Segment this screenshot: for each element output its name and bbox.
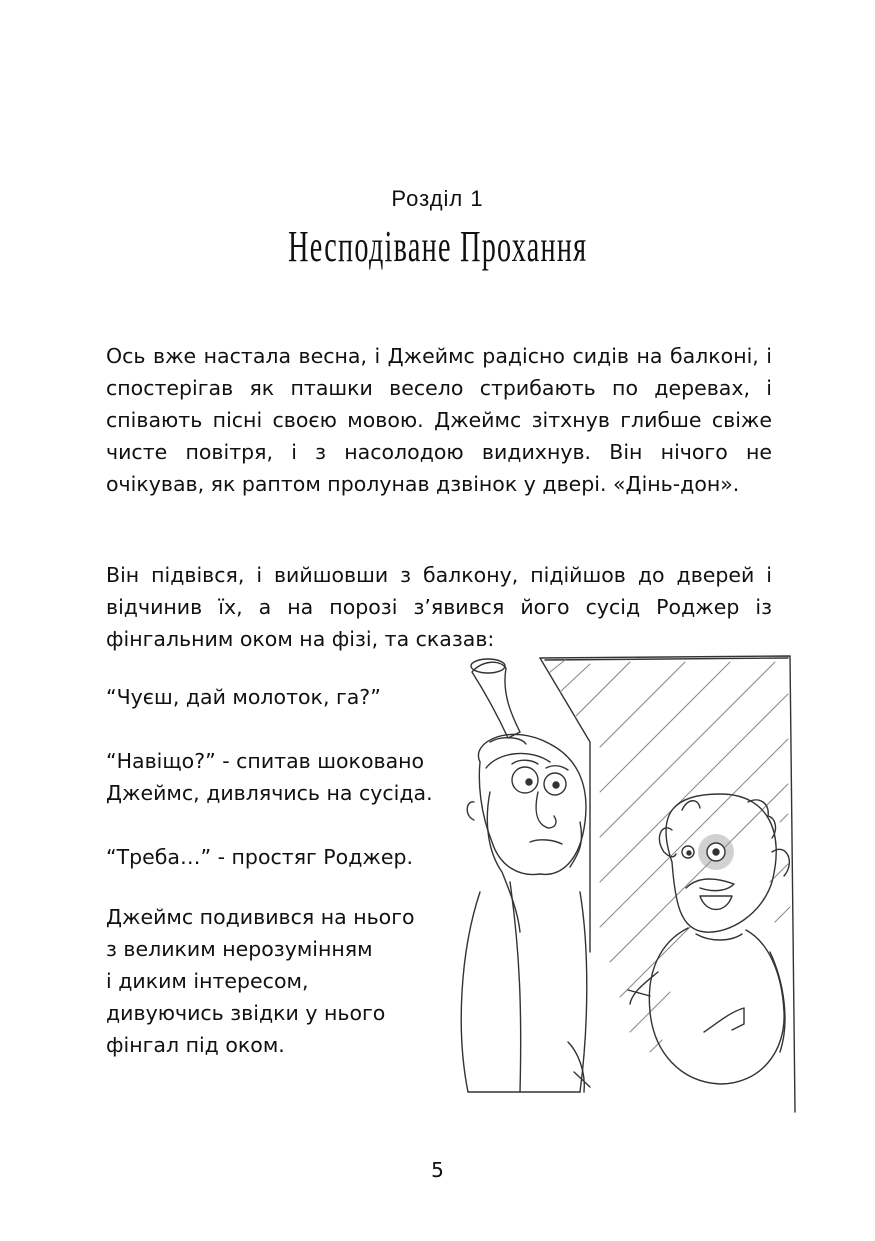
page-number: 5 [431,1158,444,1182]
narration-line-4: дивуючись звідки у нього [106,1001,386,1025]
paragraph-1: Ось вже настала весна, і Джеймс радісно сидів на балконі, і спостерігав як пташки весело стрибають по деревах, і співають пісні своєю мовою. Джеймс зітхнув глибше свіже чисте повітря, і з насолодою видихнув. Він нічого не очікував, як раптом пролунав дзвінок у двері. «Дінь-дон». [106,344,772,496]
james-figure [461,659,590,1092]
narration-line-2: з великим нерозумінням [106,937,373,961]
chapter-title [0,214,875,280]
sketch-illustration [450,652,800,1117]
paragraph-2: Він підвівся, і вийшовши з балкону, підійшов до дверей і відчинив їх, а на порозі з’явився його сусід Роджер із фінгальним оком на фізі, та сказав: [106,563,772,651]
narration-line-5: фінгал під оком. [106,1033,285,1057]
dialogue-line-1: “Чуєш, дай молоток, га?” [106,685,381,709]
chapter-title-text: Несподіване Прохання [287,222,588,271]
chapter-label: Розділ 1 [391,186,484,211]
narration-line-1: Джеймс подивився на нього [106,905,415,929]
dialogue-line-2b: Джеймс, дивлячись на сусіда. [106,781,433,805]
narration-line-3: і диким інтересом, [106,969,309,993]
dialogue-line-2a: “Навіщо?” - спитав шоковано [106,749,425,773]
dialogue-line-3: “Треба…” - простяг Роджер. [106,845,413,869]
roger-figure [628,794,789,1084]
